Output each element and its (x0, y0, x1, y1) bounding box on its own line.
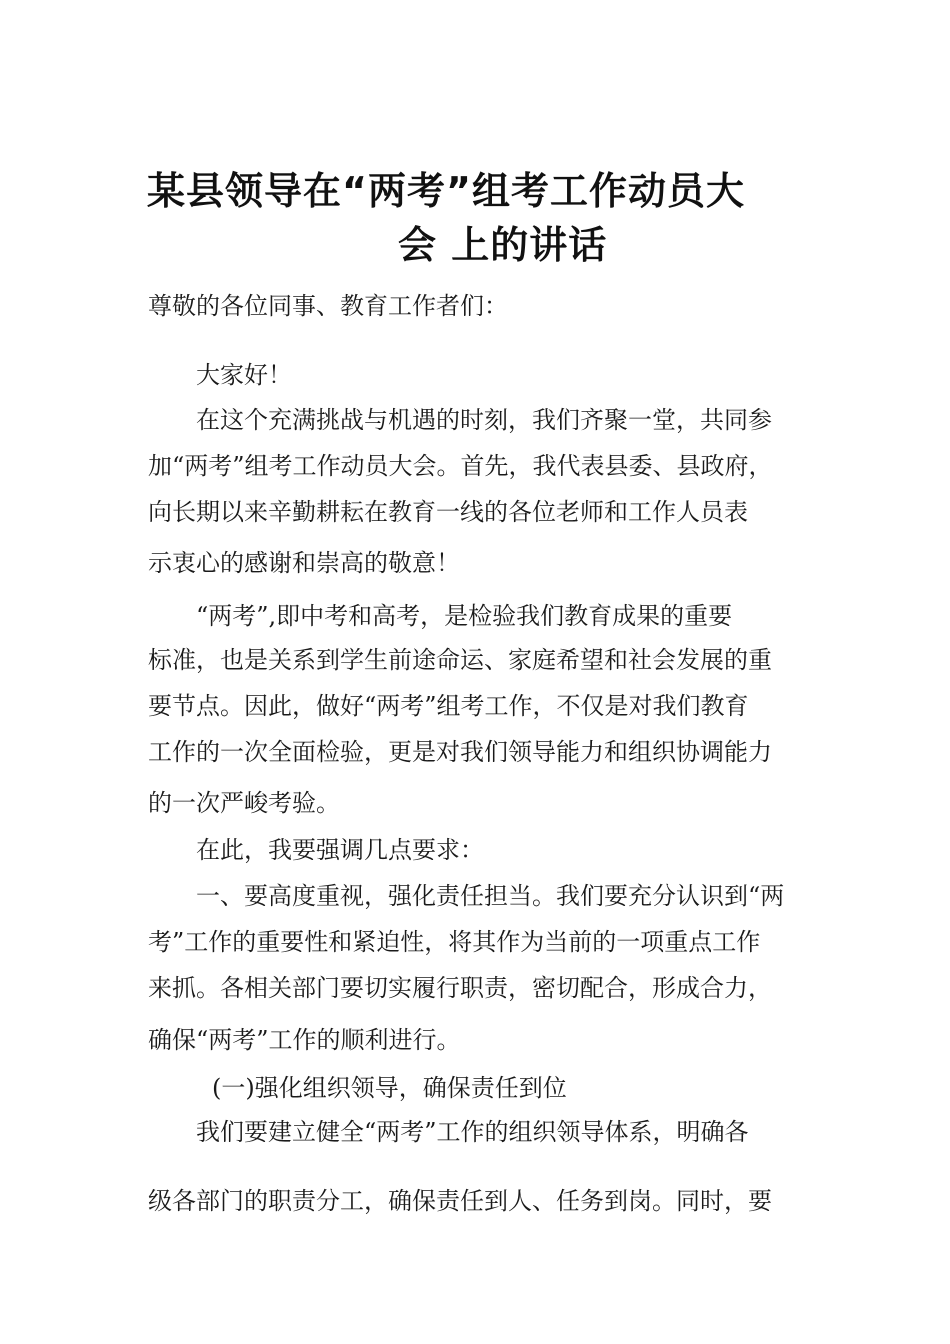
paragraph-5-line-2: 级各部门的职责分工，确保责任到人、任务到岗。同时，要 (148, 1187, 772, 1215)
paragraph-1-line-3: 向长期以来辛勤耕耘在教育一线的各位老师和工作人员表 (148, 498, 748, 526)
paragraph-2-line-2: 标准，也是关系到学生前途命运、家庭希望和社会发展的重 (148, 646, 772, 674)
paragraph-2-line-5: 的一次严峻考验。 (148, 789, 340, 817)
section-heading: (一)强化组织领导，确保责任到位 (212, 1074, 567, 1102)
document-title-line-2: 会 上的讲话 (398, 223, 608, 267)
paragraph-1-line-1: 在这个充满挑战与机遇的时刻，我们齐聚一堂，共同参 (196, 406, 772, 434)
document-title-line-1: 某县领导在“两考”组考工作动员大 (147, 169, 745, 213)
paragraph-4-line-3: 来抓。各相关部门要切实履行职责，密切配合，形成合力， (148, 974, 772, 1002)
paragraph-2-line-4: 工作的一次全面检验，更是对我们领导能力和组织协调能力 (148, 738, 772, 766)
salutation: 尊敬的各位同事、教育工作者们： (148, 292, 508, 320)
paragraph-4-line-2: 考”工作的重要性和紧迫性，将其作为当前的一项重点工作 (148, 928, 761, 956)
greeting: 大家好！ (196, 361, 292, 389)
paragraph-1-line-2: 加“两考”组考工作动员大会。首先，我代表县委、县政府， (148, 452, 773, 480)
paragraph-4-line-4: 确保“两考”工作的顺利进行。 (148, 1026, 461, 1054)
paragraph-3-line-1: 在此，我要强调几点要求： (196, 836, 484, 864)
paragraph-1-line-4: 示衷心的感谢和崇高的敬意！ (148, 549, 460, 577)
paragraph-4-line-1: 一、要高度重视，强化责任担当。我们要充分认识到“两 (196, 882, 785, 910)
paragraph-2-line-3: 要节点。因此，做好“两考”组考工作，不仅是对我们教育 (148, 692, 749, 720)
paragraph-2-line-1: “两考”,即中考和高考，是检验我们教育成果的重要 (196, 602, 733, 630)
paragraph-5-line-1: 我们要建立健全“两考”工作的组织领导体系，明确各 (196, 1118, 749, 1146)
